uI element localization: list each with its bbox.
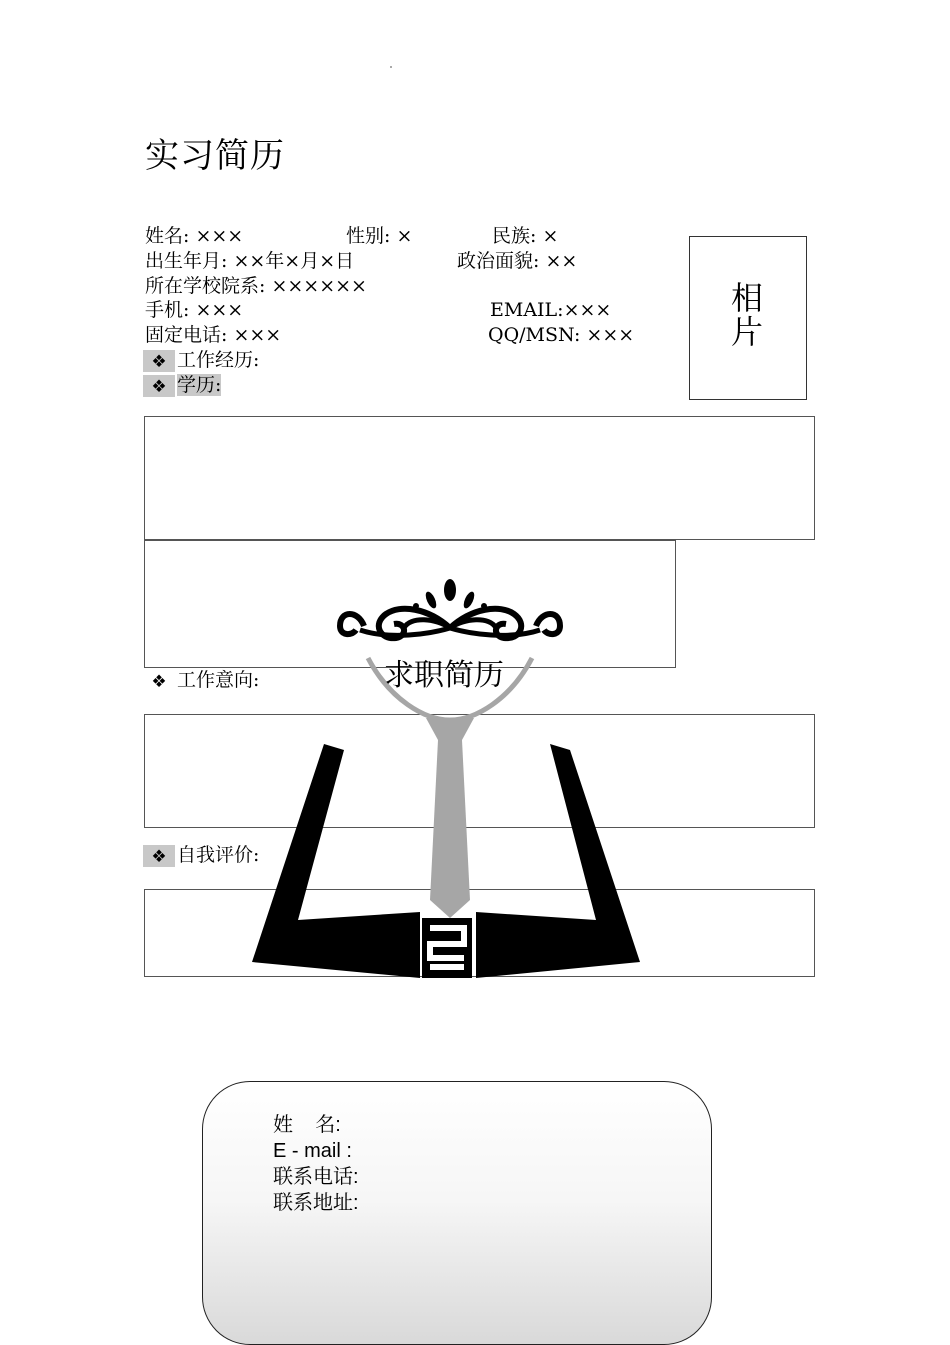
decoration-heading: 求职简历 <box>384 658 504 693</box>
info-phone: 固定电话: ××× <box>145 324 282 346</box>
info-name: 姓名: ××× <box>145 225 244 247</box>
contact-card <box>202 1081 712 1345</box>
page-title: 实习简历 <box>145 136 285 176</box>
info-school: 所在学校院系: ×××××× <box>145 275 367 297</box>
section-label: 工作经历: <box>177 349 260 371</box>
diamond-bullet-icon: ❖ <box>143 845 175 867</box>
work-experience-box[interactable] <box>144 416 815 540</box>
info-ethnicity: 民族: × <box>492 225 559 247</box>
info-qq: QQ/MSN: ××× <box>488 324 635 346</box>
buckle-icon <box>422 918 472 978</box>
contact-address: 联系地址: <box>273 1192 359 1214</box>
info-political: 政治面貌: ×× <box>457 250 578 272</box>
diamond-bullet-icon: ❖ <box>143 375 175 397</box>
section-label: 学历: <box>177 374 222 396</box>
info-gender: 性别: × <box>346 225 413 247</box>
contact-email: E - mail : <box>273 1140 352 1162</box>
diamond-bullet-icon: ❖ <box>151 672 167 692</box>
contact-phone: 联系电话: <box>273 1166 359 1188</box>
suit-tie-illustration-icon <box>240 570 660 990</box>
stray-dot <box>390 66 392 68</box>
section-label: 工作意向: <box>177 669 260 691</box>
photo-placeholder <box>689 236 807 400</box>
section-work-experience <box>143 348 259 372</box>
contact-name: 姓 名: <box>273 1114 341 1136</box>
section-education <box>143 373 221 397</box>
info-birth: 出生年月: ××年×月×日 <box>145 250 355 272</box>
ornament-icon <box>340 579 560 638</box>
info-mobile: 手机: ××× <box>145 299 244 321</box>
info-email: EMAIL:××× <box>490 299 612 321</box>
diamond-bullet-icon: ❖ <box>143 350 175 372</box>
section-label: 自我评价: <box>177 844 260 866</box>
photo-label: 相片 <box>730 279 763 351</box>
